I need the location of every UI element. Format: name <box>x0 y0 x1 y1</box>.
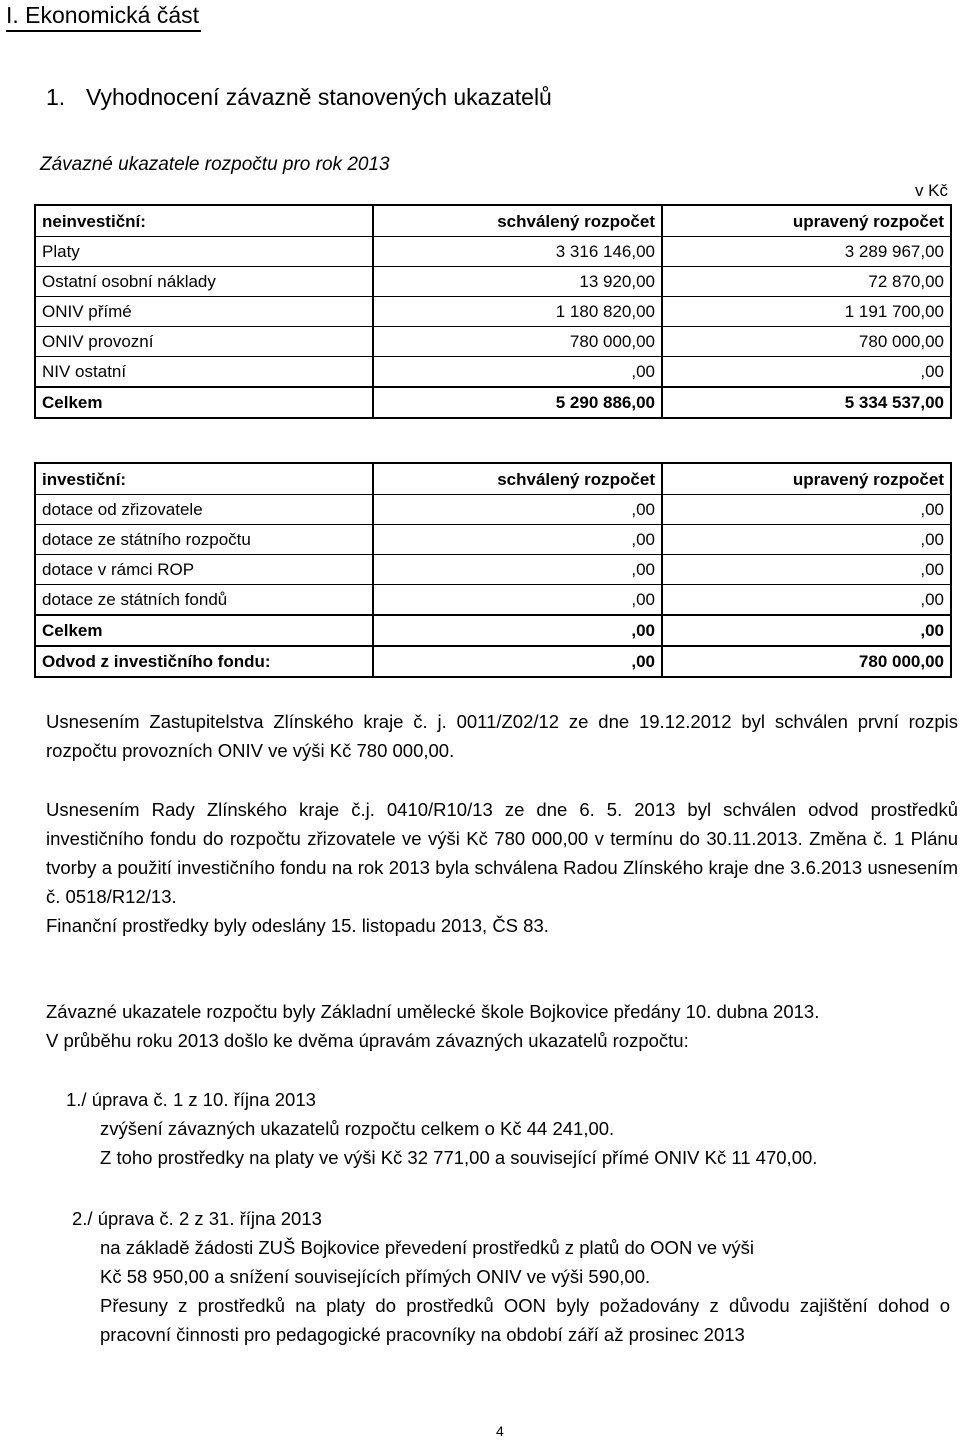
paragraph-indicators <box>46 997 958 1055</box>
adjusted-value: 3 289 967,00 <box>662 237 951 267</box>
row-label: NIV ostatní <box>35 357 373 388</box>
table-row <box>35 555 951 585</box>
adjusted-value: ,00 <box>662 525 951 555</box>
approved-value: 3 316 146,00 <box>373 237 662 267</box>
fund-transfer-row <box>35 646 951 677</box>
paragraph-text: Závazné ukazatele rozpočtu byly Základní umělecké škole Bojkovice předány 10. dubna 2013. <box>46 1001 820 1022</box>
total-row <box>35 387 951 418</box>
header-cell: upravený rozpočet <box>662 205 951 237</box>
table-header-row <box>35 463 951 495</box>
subsection-number: 1. <box>46 84 66 110</box>
approved-value: ,00 <box>373 495 662 525</box>
total-adjusted: 5 334 537,00 <box>662 387 951 418</box>
adjustment-1-body <box>100 1114 817 1172</box>
adjustment-1-title: 1./ úprava č. 1 z 10. října 2013 <box>66 1089 316 1110</box>
approved-value: 780 000,00 <box>373 327 662 357</box>
paragraph-text: V průběhu roku 2013 došlo ke dvěma úpravám závazných ukazatelů rozpočtu: <box>46 1030 689 1051</box>
table-row <box>35 327 951 357</box>
adjustment-line: Z toho prostředky na platy ve výši Kč 32 771,00 a související přímé ONIV Kč 11 470,00. <box>100 1147 818 1168</box>
table-row <box>35 357 951 388</box>
table-row <box>35 525 951 555</box>
adjustment-2-body <box>100 1233 950 1349</box>
table-row <box>35 495 951 525</box>
section-title: I. Ekonomická část <box>6 0 201 32</box>
paragraph-text: Finanční prostředky byly odeslány 15. listopadu 2013, ČS 83. <box>46 915 549 936</box>
currency-unit: v Kč <box>914 181 948 200</box>
total-row <box>35 615 951 646</box>
fund-transfer-label: Odvod z investičního fondu: <box>35 646 373 677</box>
row-label: dotace ze státních fondů <box>35 585 373 616</box>
paragraph-fund-transfer <box>46 795 958 940</box>
row-label: Ostatní osobní náklady <box>35 267 373 297</box>
paragraph-resolution-council <box>46 707 958 765</box>
total-adjusted: ,00 <box>662 615 951 646</box>
paragraph-text: Usnesením Zastupitelstva Zlínského kraje č. j. 0011/Z02/12 ze dne 19.12.2012 byl schválen první rozpis rozpočtu provozních ONIV ve výši Kč 780 000,00. <box>46 711 958 761</box>
row-label: ONIV přímé <box>35 297 373 327</box>
total-approved: 5 290 886,00 <box>373 387 662 418</box>
noninvest-table <box>34 204 952 419</box>
table-header-row <box>35 205 951 237</box>
row-label: ONIV provozní <box>35 327 373 357</box>
adjusted-value: 780 000,00 <box>662 327 951 357</box>
total-approved: ,00 <box>373 615 662 646</box>
row-label: dotace v rámci ROP <box>35 555 373 585</box>
adjusted-value: ,00 <box>662 495 951 525</box>
adjustment-2-title: 2./ úprava č. 2 z 31. října 2013 <box>72 1208 322 1229</box>
adjustment-line: zvýšení závazných ukazatelů rozpočtu celkem o Kč 44 241,00. <box>100 1118 615 1139</box>
adjusted-value: ,00 <box>662 585 951 616</box>
row-label: Platy <box>35 237 373 267</box>
approved-value: 13 920,00 <box>373 267 662 297</box>
adjusted-value: 72 870,00 <box>662 267 951 297</box>
adjusted-value: 1 191 700,00 <box>662 297 951 327</box>
page-number: 4 <box>496 1423 504 1439</box>
header-cell: schválený rozpočet <box>373 205 662 237</box>
indicators-title: Závazné ukazatele rozpočtu pro rok 2013 <box>40 154 390 175</box>
adjustment-line: na základě žádosti ZUŠ Bojkovice převedení prostředků z platů do OON ve výši <box>100 1237 754 1258</box>
approved-value: ,00 <box>373 357 662 388</box>
invest-table <box>34 462 952 678</box>
approved-value: ,00 <box>373 555 662 585</box>
fund-transfer-adjusted: 780 000,00 <box>662 646 951 677</box>
approved-value: 1 180 820,00 <box>373 297 662 327</box>
adjustment-line: Přesuny z prostředků na platy do prostředků OON byly požadovány z důvodu zajištění dohod o pracovní činnosti pro pedagogické pracovníky na období září až prosinec 2013 <box>100 1295 950 1345</box>
table-row <box>35 297 951 327</box>
row-label: dotace ze státního rozpočtu <box>35 525 373 555</box>
table-row <box>35 237 951 267</box>
total-label: Celkem <box>35 387 373 418</box>
subsection-heading <box>46 82 552 112</box>
approved-value: ,00 <box>373 585 662 616</box>
adjustment-line: Kč 58 950,00 a snížení souvisejících přímých ONIV ve výši 590,00. <box>100 1266 651 1287</box>
adjusted-value: ,00 <box>662 555 951 585</box>
header-cell: investiční: <box>35 463 373 495</box>
header-cell: upravený rozpočet <box>662 463 951 495</box>
header-cell: schválený rozpočet <box>373 463 662 495</box>
subsection-title: Vyhodnocení závazně stanovených ukazatelů <box>86 84 552 110</box>
paragraph-text: Usnesením Rady Zlínského kraje č.j. 0410/R10/13 ze dne 6. 5. 2013 byl schválen odvod prostředků investičního fondu do rozpočtu zřizovatele ve výši Kč 780 000,00 v termínu do 30.11.2013. Změna č. 1 Plánu tvorby a použití investičního fondu na rok 2013 byla schválena Radou Zlínského kraje dne 3.6.2013 usnesením č. 0518/R12/13. <box>46 799 958 907</box>
total-label: Celkem <box>35 615 373 646</box>
header-cell: neinvestiční: <box>35 205 373 237</box>
table-row <box>35 585 951 616</box>
table-row <box>35 267 951 297</box>
approved-value: ,00 <box>373 525 662 555</box>
fund-transfer-approved: ,00 <box>373 646 662 677</box>
row-label: dotace od zřizovatele <box>35 495 373 525</box>
adjusted-value: ,00 <box>662 357 951 388</box>
